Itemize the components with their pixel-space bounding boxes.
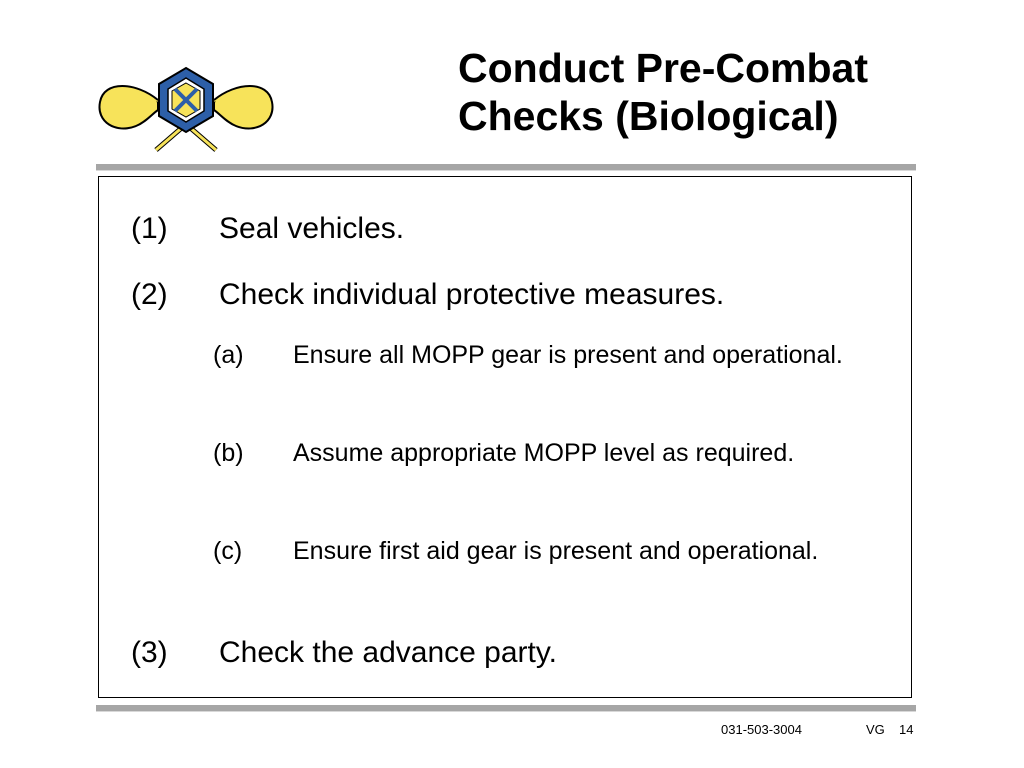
footer-divider bbox=[96, 705, 916, 711]
list-item-number: (1) bbox=[131, 212, 168, 245]
list-item-number: (2) bbox=[131, 278, 168, 311]
sub-list-item-letter: (b) bbox=[213, 439, 244, 467]
list-item-text: Check individual protective measures. bbox=[219, 278, 725, 311]
sub-list-item-text: Ensure all MOPP gear is present and operational. bbox=[293, 341, 843, 369]
sub-list-item-letter: (a) bbox=[213, 341, 244, 369]
slide-title bbox=[458, 44, 928, 140]
sub-list-item-letter: (c) bbox=[213, 537, 243, 565]
sub-list-item-text: Assume appropriate MOPP level as required. bbox=[293, 439, 795, 467]
page-number: 14 bbox=[899, 722, 914, 737]
list-item-number: (3) bbox=[131, 636, 168, 669]
slide-title-line-2: Checks (Biological) bbox=[458, 93, 839, 139]
list-item-text: Check the advance party. bbox=[219, 636, 557, 669]
slide-title-line-1: Conduct Pre-Combat bbox=[458, 45, 868, 91]
footer-section: VG bbox=[866, 722, 885, 737]
sub-list-item-text: Ensure first aid gear is present and operational. bbox=[293, 537, 819, 565]
list-item-text: Seal vehicles. bbox=[219, 212, 405, 245]
footer-code: 031-503-3004 bbox=[721, 722, 802, 737]
chemical-corps-insignia-icon bbox=[96, 62, 276, 154]
header-divider bbox=[96, 164, 916, 170]
